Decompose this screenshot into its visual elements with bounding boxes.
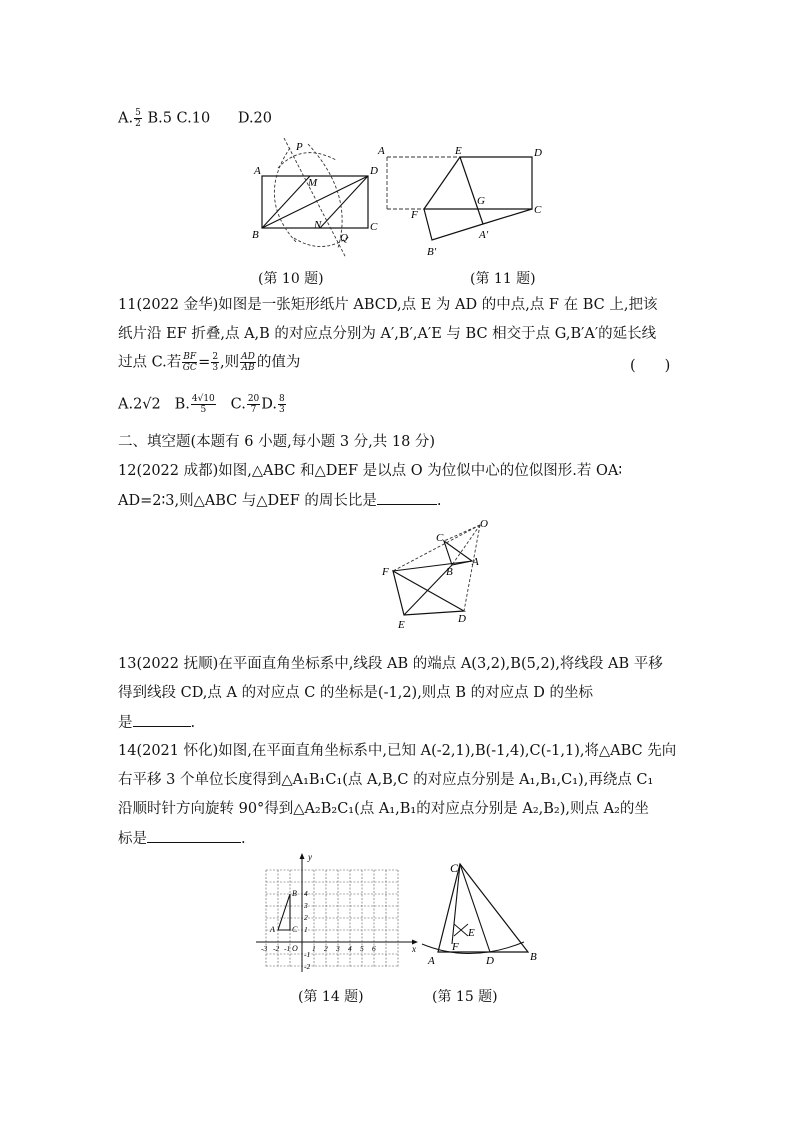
q11-frac3-num: AD — [241, 352, 255, 362]
q10-option-a-den: 2 — [135, 119, 141, 129]
fig11-caption: (第 11 题) — [470, 271, 536, 287]
q11-option-c-den: 7 — [250, 405, 257, 415]
fig10-label-p: P — [296, 141, 303, 153]
q11-frac1-num: BF — [183, 352, 197, 362]
q11-option-b-den: 5 — [200, 405, 207, 415]
q11-frac2-den: 3 — [212, 363, 219, 373]
figure-11 — [375, 140, 550, 262]
q11-option-d-fraction — [278, 394, 286, 415]
q11-option-b-fraction — [191, 394, 216, 415]
q11-option-b-num: 4√10 — [191, 394, 215, 404]
fig14-x-tick: 5 — [360, 944, 364, 953]
fig10-label-a: A — [254, 165, 261, 177]
fig11-label-g: G — [477, 195, 485, 207]
fig14-x-tick: 1 — [312, 944, 316, 953]
q14-answer-blank[interactable] — [147, 828, 241, 843]
fig11-label-c: C — [534, 204, 542, 216]
fig12-label-f: F — [382, 566, 389, 578]
fig14-caption: (第 14 题) — [298, 989, 364, 1005]
q11-option-c-fraction — [247, 394, 260, 415]
q13-answer-blank[interactable] — [133, 712, 191, 727]
fig14-y-label: y — [308, 852, 312, 862]
q11-equals: = — [198, 354, 211, 371]
q10-option-a-prefix: A. — [118, 110, 134, 127]
fig14-origin: O — [292, 944, 298, 953]
q11-option-b-prefix: B. — [174, 396, 190, 413]
figure-15 — [410, 852, 550, 970]
q13-line-2: 得到线段 CD,点 A 的对应点 C 的坐标是(-1,2),则点 B 的对应点 D 的坐标 — [118, 685, 594, 701]
fig12-label-e: E — [398, 619, 405, 631]
q13-line-1: 13(2022 抚顺)在平面直角坐标系中,线段 AB 的端点 A(3,2),B(5,2),将线段 AB 平移 — [118, 656, 663, 672]
fig14-x-tick: -3 — [261, 944, 268, 953]
fig10-label-c: C — [370, 221, 378, 233]
q11-value-of: 的值为 — [256, 354, 301, 371]
q11-option-d-den: 3 — [278, 405, 285, 415]
q12-line-2-end: . — [436, 493, 442, 509]
q10-option-c: C.10 — [176, 110, 211, 127]
fig15-label-d: D — [486, 955, 494, 967]
fig12-label-a: A — [472, 556, 479, 568]
fig14-x-tick: 6 — [372, 944, 376, 953]
q10-option-d: D.20 — [237, 110, 273, 127]
fig14-x-tick: -2 — [273, 944, 280, 953]
figure-14 — [252, 850, 422, 975]
figure-12 — [378, 515, 498, 633]
q14-line-1: 14(2021 怀化)如图,在平面直角坐标系中,已知 A(-2,1),B(-1,4),C(-1,1),将△ABC 先向 — [118, 743, 677, 759]
q11-answer-paren: ( ) — [630, 358, 671, 374]
fig12-label-o: O — [480, 518, 488, 530]
fig11-label-a-prime: A′ — [479, 229, 489, 241]
fig15-label-a: A — [428, 955, 435, 967]
fig14-y-tick: 4 — [304, 889, 308, 898]
fig14-label-c: C — [292, 925, 298, 934]
q14-line-4-text: 标是 — [118, 831, 147, 847]
q11-options — [118, 394, 287, 415]
fig14-label-a: A — [270, 925, 275, 934]
fig12-label-d: D — [458, 613, 466, 625]
q14-line-2: 右平移 3 个单位长度得到△A₁B₁C₁(点 A,B,C 的对应点分别是 A₁,B₁,C₁),再绕点 C₁ — [118, 772, 654, 788]
q11-line-2: 纸片沿 EF 折叠,点 A,B 的对应点分别为 A′,B′,A′E 与 BC 相交于点 G,B′A′的延长线 — [118, 326, 657, 342]
fig10-label-d: D — [370, 165, 378, 177]
fig10-label-q: Q — [340, 232, 348, 244]
q12-line-2 — [118, 490, 441, 511]
fig10-label-m: M — [308, 177, 318, 189]
q11-condition-text: 过点 C.若 — [118, 354, 182, 371]
figure-10 — [250, 138, 390, 260]
q11-line-1: 11(2022 金华)如图是一张矩形纸片 ABCD,点 E 为 AD 的中点,点 F 在 BC 上,把该 — [118, 297, 658, 313]
fig14-x-tick: 4 — [348, 944, 352, 953]
fig14-x-label: x — [412, 944, 416, 954]
q10-options — [118, 108, 272, 129]
fig14-x-ticks — [261, 944, 376, 953]
q11-option-c-num: 20 — [247, 394, 260, 404]
fig14-y-tick: 1 — [304, 925, 308, 934]
fig14-x-tick: 2 — [324, 944, 328, 953]
q11-then: ,则 — [220, 354, 240, 371]
fig14-x-tick: 3 — [336, 944, 340, 953]
fig11-label-f: F — [411, 209, 418, 221]
q13-line-3-end: . — [190, 715, 196, 731]
fig14-y-tick: 3 — [304, 901, 308, 910]
q14-line-4-end: . — [241, 831, 246, 847]
q12-line-2-text: AD=2∶3,则△ABC 与△DEF 的周长比是 — [118, 493, 377, 509]
q14-line-3: 沿顺时针方向旋转 90°得到△A₂B₂C₁(点 A₁,B₁的对应点分别是 A₂,B₂),则点 A₂的坐 — [118, 801, 649, 817]
q12-line-1: 12(2022 成都)如图,△ABC 和△DEF 是以点 O 为位似中心的位似图形.若 OA∶ — [118, 463, 623, 479]
q13-line-3-text: 是 — [118, 715, 133, 731]
fig10-caption: (第 10 题) — [258, 271, 324, 287]
q11-option-d-prefix: D. — [261, 396, 277, 413]
q13-line-3 — [118, 712, 195, 733]
fig15-label-b: B — [530, 951, 537, 963]
q11-line-3 — [118, 352, 300, 373]
q12-answer-blank[interactable] — [377, 490, 437, 505]
q11-frac2-num: 2 — [212, 352, 219, 362]
q11-frac3-den: AB — [241, 363, 255, 373]
fig10-label-b: B — [252, 229, 259, 241]
q11-option-d-num: 8 — [278, 394, 285, 404]
q11-option-c-prefix: C. — [230, 396, 246, 413]
fig10-label-n: N — [314, 219, 322, 231]
q10-option-b: B.5 — [147, 110, 172, 127]
fig11-label-e: E — [455, 145, 462, 157]
q11-fraction-2-3 — [211, 352, 219, 373]
fig12-label-b: B — [446, 566, 453, 578]
fig11-label-a: A — [378, 145, 385, 157]
q11-fraction-bf-gc — [182, 352, 197, 373]
fig15-label-f: F — [452, 941, 459, 953]
fig15-caption: (第 15 题) — [432, 989, 498, 1005]
fig15-label-e: E — [468, 927, 475, 939]
fig14-label-b: B — [292, 889, 297, 898]
fig14-triangle-abc — [278, 894, 290, 930]
fig14-x-tick: -1 — [284, 944, 291, 953]
q11-option-a: A.2√2 — [118, 396, 161, 413]
q11-frac1-den: GC — [182, 363, 197, 373]
q10-option-a-num: 5 — [135, 108, 141, 118]
section-2-heading: 二、填空题(本题有 6 小题,每小题 3 分,共 18 分) — [118, 434, 436, 450]
fig11-label-d: D — [534, 147, 542, 159]
fig14-y-tick: -2 — [304, 962, 311, 971]
fig14-y-tick: -1 — [304, 950, 311, 959]
q14-line-4 — [118, 828, 246, 849]
fig11-label-b-prime: B′ — [427, 246, 437, 258]
fig14-y-tick: 2 — [304, 913, 308, 922]
q11-fraction-ad-ab — [240, 352, 256, 373]
fig12-label-c: C — [436, 532, 444, 544]
fig15-label-c: C — [450, 861, 459, 875]
q10-option-a-fraction — [134, 108, 142, 129]
